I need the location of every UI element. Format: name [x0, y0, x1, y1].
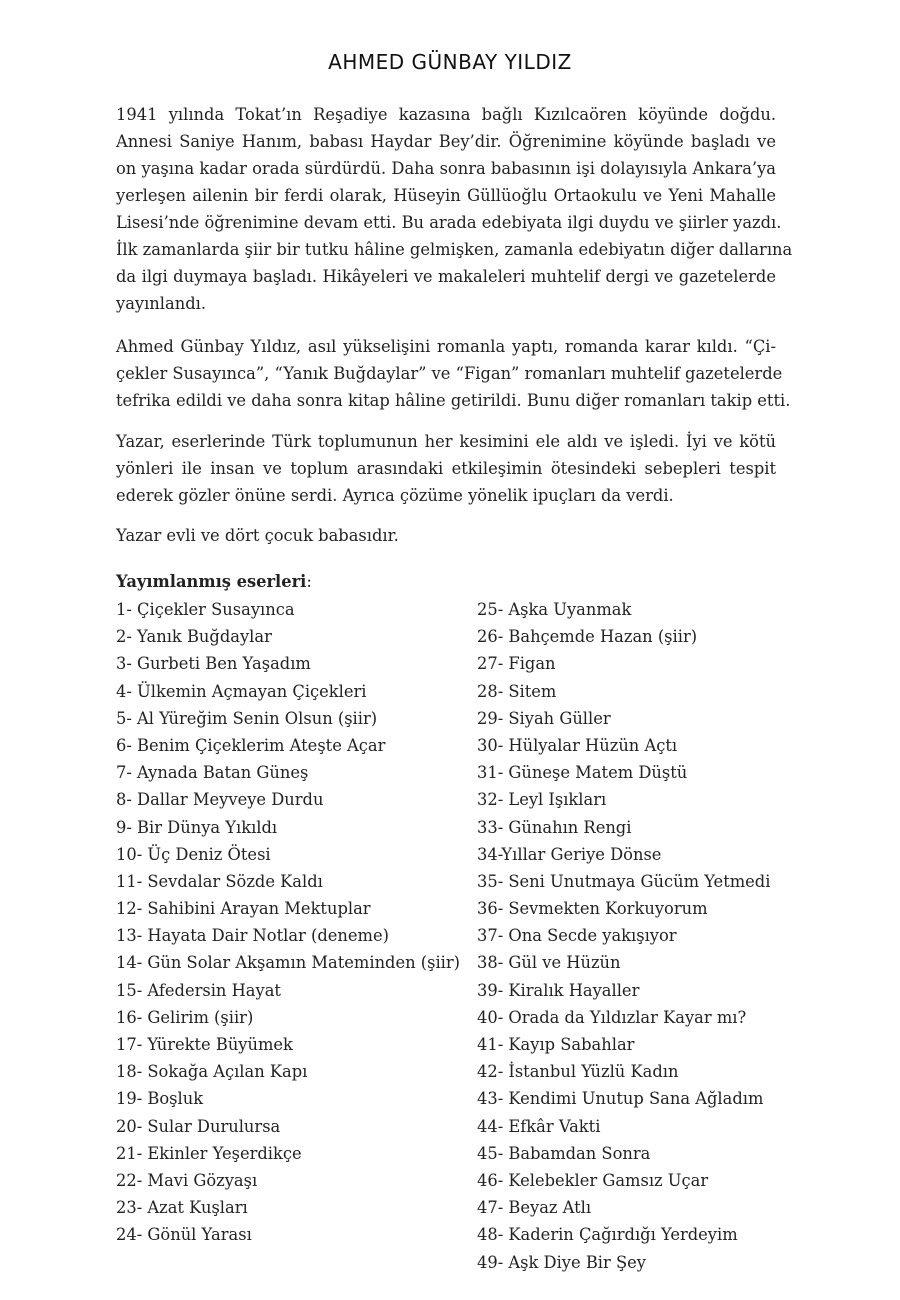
work-list-item: 7- Aynada Batan Güneş [116, 763, 309, 783]
text-line: ederek gözler önüne serdi. Ayrıca çözüme yönelik ipuçları da verdi. [116, 486, 674, 505]
work-list-item: 1- Çiçekler Susayınca [116, 600, 295, 619]
work-list-item: 49- Aşk Diye Bir Şey [477, 1252, 646, 1272]
text-line: çekler Susayınca”, “Yanık Buğdaylar” ve “Figan” romanları muhtelif gazetelerde [116, 364, 783, 383]
work-list-item: 6- Benim Çiçeklerim Ateşte Açar [116, 735, 386, 755]
text-line: yönleri ile insan ve toplum arasındaki etkileşimin ötesindeki sebepleri tespit [116, 459, 776, 478]
text-line: Lisesi’nde öğrenimine devam etti. Bu arada edebiyata ilgi duydu ve şiirler yazdı. [116, 213, 782, 232]
work-list-item: 41- Kayıp Sabahlar [477, 1035, 635, 1054]
work-list-item: 15- Afedersin Hayat [116, 980, 281, 1000]
work-list-item: 18- Sokağa Açılan Kapı [116, 1062, 308, 1082]
work-list-item: 12- Sahibini Arayan Mektuplar [116, 899, 371, 919]
work-list-item: 47- Beyaz Atlı [477, 1198, 592, 1218]
text-line: Ahmed Günbay Yıldız, asıl yükselişini romanla yaptı, romanda karar kıldı. “Çi- [116, 337, 776, 356]
work-list-item: 25- Aşka Uyanmak [477, 600, 632, 619]
work-list-item: 4- Ülkemin Açmayan Çiçekleri [116, 681, 367, 701]
text-line: Yazar, eserlerinde Türk toplumunun her kesimini ele aldı ve işledi. İyi ve kötü [116, 432, 776, 451]
text-line: on yaşına kadar orada sürdürdü. Daha sonra babasının işi dolayısıyla Ankara’ya [116, 159, 776, 178]
text-line: 1941 yılında Tokat’ın Reşadiye kazasına bağlı Kızılcaören köyünde doğdu. [116, 105, 776, 124]
work-list-item: 17- Yürekte Büyümek [116, 1035, 293, 1054]
work-list-item: 11- Sevdalar Sözde Kaldı [116, 871, 323, 891]
work-list-item: 16- Gelirim (şiir) [116, 1007, 254, 1027]
text-line: yayınlandı. [116, 294, 207, 313]
work-list-item: 23- Azat Kuşları [116, 1198, 248, 1218]
text-line: da ilgi duymaya başladı. Hikâyeleri ve makaleleri muhtelif dergi ve gazetelerde [116, 267, 776, 286]
work-list-item: 27- Figan [477, 654, 556, 674]
work-list-item: 24- Gönül Yarası [116, 1225, 252, 1245]
text-line: İlk zamanlarda şiir bir tutku hâline gelmişken, zamanla edebiyatın diğer dallarına [116, 240, 793, 259]
work-list-item: 39- Kiralık Hayaller [477, 980, 640, 1000]
work-list-item: 19- Boşluk [116, 1089, 204, 1109]
work-list-item: 32- Leyl Işıkları [477, 790, 607, 810]
work-list-item: 5- Al Yüreğim Senin Olsun (şiir) [116, 708, 378, 728]
works-list-right [477, 596, 770, 1276]
work-list-item: 20- Sular Durulursa [116, 1116, 281, 1136]
work-list-item: 43- Kendimi Unutup Sana Ağladım [477, 1089, 764, 1109]
work-list-item: 29- Siyah Güller [477, 708, 611, 728]
biography-paragraph-2 [116, 333, 791, 414]
work-list-item: 36- Sevmekten Korkuyorum [477, 899, 708, 919]
work-list-item: 31- Güneşe Matem Düştü [477, 763, 688, 783]
text-line: tefrika edildi ve daha sonra kitap hâline getirildi. Bunu diğer romanları takip etti. [116, 391, 791, 410]
biography-paragraph-3 [116, 428, 776, 509]
work-list-item: 14- Gün Solar Akşamın Mateminden (şiir) [116, 953, 461, 973]
work-list-item: 3- Gurbeti Ben Yaşadım [116, 654, 311, 674]
work-list-item: 38- Gül ve Hüzün [477, 953, 621, 973]
work-list-item: 13- Hayata Dair Notlar (deneme) [116, 926, 389, 946]
work-list-item: 35- Seni Unutmaya Gücüm Yetmedi [477, 871, 771, 891]
text-line: yerleşen ailenin bir ferdi olarak, Hüseyin Güllüoğlu Ortaokulu ve Yeni Mahalle [116, 186, 776, 205]
work-list-item: 2- Yanık Buğdaylar [116, 627, 272, 647]
text-line: Yazar evli ve dört çocuk babasıdır. [116, 526, 399, 545]
work-list-item: 46- Kelebekler Gamsız Uçar [477, 1170, 709, 1190]
work-list-item: 22- Mavi Gözyaşı [116, 1170, 258, 1190]
work-list-item: 45- Babamdan Sonra [477, 1143, 651, 1163]
work-list-item: 34-Yıllar Geriye Dönse [477, 844, 662, 864]
work-list-item: 26- Bahçemde Hazan (şiir) [477, 627, 698, 647]
work-list-item: 8- Dallar Meyveye Durdu [116, 790, 324, 810]
works-heading-label: Yayımlanmış eserleri [116, 572, 307, 591]
biography-paragraph-4 [116, 522, 776, 549]
page-title: AHMED GÜNBAY YILDIZ [328, 50, 572, 74]
biography-paragraph-1 [116, 101, 793, 317]
work-list-item: 42- İstanbul Yüzlü Kadın [477, 1062, 679, 1082]
works-heading [116, 568, 312, 595]
work-list-item: 21- Ekinler Yeşerdikçe [116, 1143, 302, 1163]
work-list-item: 30- Hülyalar Hüzün Açtı [477, 735, 678, 755]
work-list-item: 44- Efkâr Vakti [477, 1116, 601, 1136]
work-list-item: 9- Bir Dünya Yıkıldı [116, 817, 278, 837]
work-list-item: 37- Ona Secde yakışıyor [477, 926, 677, 946]
work-list-item: 48- Kaderin Çağırdığı Yerdeyim [477, 1225, 738, 1245]
works-heading-colon: : [306, 572, 312, 591]
work-list-item: 40- Orada da Yıldızlar Kayar mı? [477, 1007, 747, 1027]
work-list-item: 28- Sitem [477, 681, 557, 701]
text-line: Annesi Saniye Hanım, babası Haydar Bey’dir. Öğrenimine köyünde başladı ve [116, 132, 776, 151]
work-list-item: 33- Günahın Rengi [477, 817, 632, 837]
work-list-item: 10- Üç Deniz Ötesi [116, 844, 271, 864]
works-list-left [116, 596, 460, 1249]
